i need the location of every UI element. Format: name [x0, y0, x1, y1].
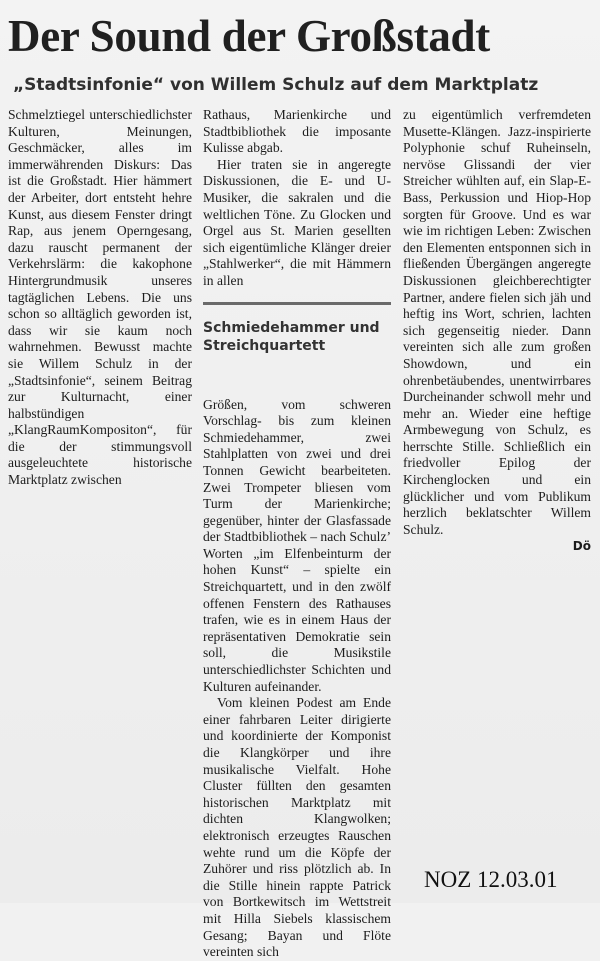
paragraph: Größen, vom schweren Vorschlag- bis zum kleinen Schmiedehammer, zwei Stahlplatten von zwei und drei Tonnen Gewicht bearbeiteten. Zwei Trompeter bliesen vom Turm der Marienkirche; gegenüber, hinter der Glasfassade der Stadtbibliothek – nach Schulz’ Worten „im Elfenbeinturm der hohen Kunst“ – spielte ein Streichquartett, und in den zwölf offenen Fenstern des Rathauses trafen, wie es in einem Haus der repräsentativen Demokratie sein soll, die Musikstile unterschiedlichster Schichten und Kulturen aufeinander.: [203, 396, 392, 694]
paragraph: Hier traten sie in angeregte Diskussionen, die E- und U-Musiker, die sakralen und die weltlichen Töne. Zu Glocken und Orgel aus St. Marien gesellten sich eigentümliche Klänger dreier „Stahlwerker“, die mit Hämmern in allen: [203, 156, 391, 288]
article-column-2: [203, 107, 391, 961]
article-column-1: [8, 107, 192, 489]
source-note: NOZ 12.03.01: [424, 867, 558, 892]
paragraph: Vom kleinen Podest am Ende einer fahrbaren Leiter dirigierte und koordinierte der Komponist die Klangkörper und ihre musikalische Vielfalt. Hohe Cluster füllten den gesamten historischen Marktplatz mit dichten Klangwolken; elektronisch erzeugtes Rauschen wehte rund um die Köpfe der Zuhörer und riss plötzlich ab. In die Stille hinein rappte Patrick von Bortkewitsch im Wettstreit mit Hilla Siebels klassischem Gesang; Bayan und Flöte vereinten sich: [203, 695, 391, 960]
paragraph: zu eigentümlich verfremdeten Musette-Klängen. Jazz-inspirierte Polyphonie schuf Ruheinseln, nervöse Glissandi der vier Streicher wühlten auf, ein Slap-E-Bass, Perkussion und Hiop-Hop sorgten für Groove. Und es war wie im richtigen Leben: Zwischen den Elementen entsponnen sich in fließenden Übergängen angeregte Diskussionen gleichberechtigter Partner, andere fielen sich jäh und heftig ins Wort, schrien, lachten sich gegenseitig nieder. Dann vereinten sich alle zum großen Showdown, und ein ohrenbetäubendes, unentwirrbares Durcheinander schwoll mehr und mehr an. Wieder eine heftige Armbewegung von Schulz, es herrschte Stille. Schließlich ein friedvoller Epilog der Kirchenglocken und ein glücklicher und vom Publikum herzlich beklatschter Willem Schulz.: [403, 107, 591, 537]
paragraph: Rathaus, Marienkirche und Stadtbibliothek die imposante Kulisse abgab.: [203, 107, 391, 156]
section-break: [203, 302, 391, 397]
author-signature: Dö: [572, 539, 591, 554]
article-headline: Der Sound der Großstadt: [8, 11, 490, 61]
article-subheadline: „Stadtsinfonie“ von Willem Schulz auf dem Marktplatz: [13, 75, 539, 95]
article-column-3: [403, 107, 591, 555]
section-subheading: Schmiedehammer und Streichquartett: [203, 319, 380, 354]
paragraph: Schmelztiegel unterschiedlichster Kulturen, Meinungen, Geschmäcker, alles im immerwährenden Diskurs: Das ist die Großstadt. Hier hämmert der Arbeiter, dort entsteht hehre Kunst, aus diesem Fenster dringt Rap, aus jenem Operngesang, dazu rauscht permanent der Verkehrslärm: die kakophone Hintergrundmusik unseres tagtäglichen Lebens. Die uns schon so alltäglich geworden ist, dass wir sie kaum noch wahrnehmen. Bewusst machte sie Willem Schulz in der „Stadtsinfonie“, seinem Beitrag zur Kulturnacht, einer halbstündigen „KlangRaumKompositon“, für die der stimmungsvoll ausgeleuchtete historische Marktplatz zwischen: [8, 107, 192, 488]
